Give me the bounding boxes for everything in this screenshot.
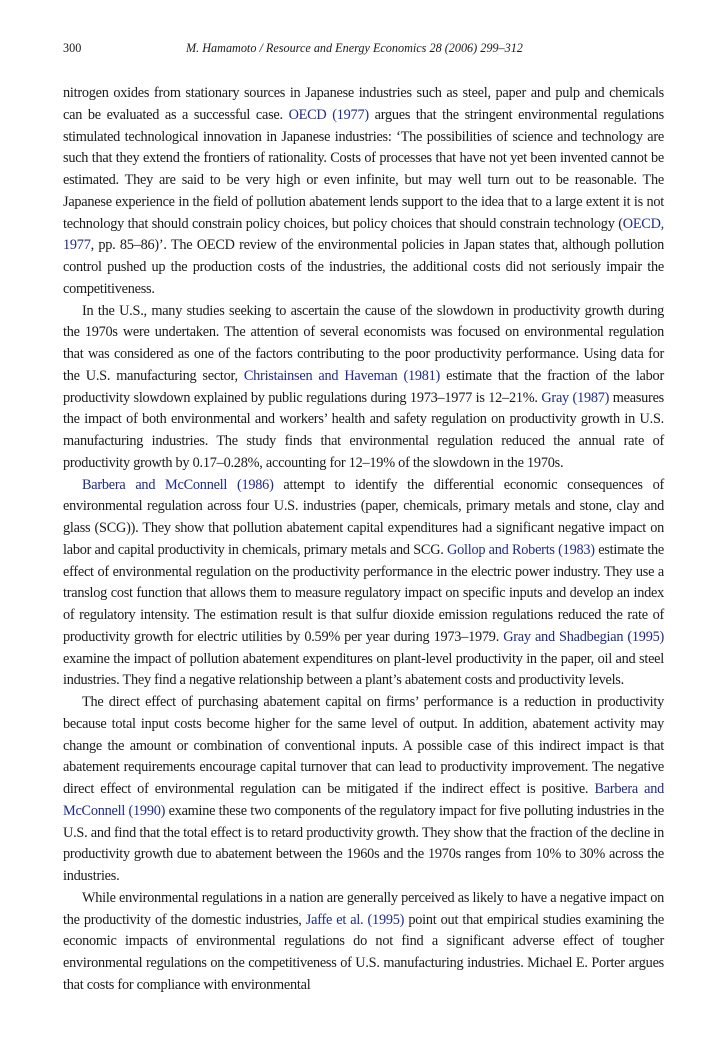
running-header [63, 38, 664, 58]
document-page [63, 38, 664, 997]
citation-link[interactable]: OECD, 1977 [63, 215, 664, 254]
citation-link[interactable]: Jaffe et al. (1995) [305, 911, 405, 928]
paragraph-text: examine the impact of pollution abatement expenditures on plant-level productivity in the paper, oil and steel industries. They find a negative relationship between a plant’s abatement costs and productivity levels. [63, 650, 664, 689]
citation-link[interactable]: Christainsen and Haveman (1981) [243, 367, 441, 384]
paragraph-text: The direct effect of purchasing abatement capital on firms’ performance is a reduction in productivity because total input costs become higher for the same level of output. In addition, abatement activity may change the amount or combination of conventional inputs. A possible case of this indirect impact is that abatement requirements encourage capital turnover that can lead to productivity improvement. The negative direct effect of environmental regulation can be mitigated if the indirect effect is positive. [63, 694, 664, 797]
paragraph [63, 301, 664, 475]
paragraph-text: attempt to identify the differential economic consequences of environmental regulation across four U.S. industries (paper, chemicals, primary metals and stone, clay and glass (SCG)). They show that pollution abatement capital expenditures had a significant negative impact on labor and capital productivity in chemicals, primary metals and SCG. [63, 476, 664, 558]
paragraph [63, 692, 664, 888]
citation-link[interactable]: Barbera and McConnell (1986) [82, 476, 274, 493]
paragraph-text: , pp. 85–86)’. The OECD review of the environmental policies in Japan states that, although pollution control pushed up the production costs of the industries, the additional costs did not seriously impair the competitiveness. [63, 237, 664, 297]
citation-link[interactable]: Gray and Shadbegian (1995) [503, 628, 665, 645]
paragraph-text: While environmental regulations in a nation are generally perceived as likely to have a negative impact on the productivity of the domestic industries, [63, 889, 664, 928]
citation-link[interactable]: Gray (1987) [541, 389, 610, 406]
paragraph [63, 83, 664, 301]
paragraph-text: point out that empirical studies examining the economic impacts of environmental regulations do not find a significant adverse effect of tougher environmental regulations on the competitiveness of U.S. manufacturing industries. Michael E. Porter argues that costs for compliance with environmental [63, 911, 664, 993]
paragraph-text: examine these two components of the regulatory impact for five polluting industries in the U.S. and find that the total effect is to retard productivity growth. They show that the fraction of the decline in productivity growth due to abatement between the 1960s and the 1970s ranges from 10% to 30% across the industries. [63, 802, 664, 884]
paragraph [63, 888, 664, 997]
paragraph-text: estimate the effect of environmental regulation on the productivity performance in the electric power industry. They use a translog cost function that allows them to measure regulatory impact on specific inputs and develop an index of regulatory intensity. The estimation result is that sulfur dioxide emission regulations reduced the rate of productivity growth for electric utilities by 0.59% per year during 1973–1979. [63, 541, 664, 645]
journal-running-title: M. Hamamoto / Resource and Energy Economics 28 (2006) 299–312 [186, 41, 523, 55]
page-number: 300 [63, 41, 82, 55]
citation-link[interactable]: Gollop and Roberts (1983) [447, 541, 595, 558]
body-text [63, 83, 664, 997]
paragraph-text: argues that the stringent environmental regulations stimulated technological innovation in Japanese industries: ‘The possibilities of science and technology are such that they extend the frontiers of rationality. Costs of processes that have not yet been invented cannot be estimated. They are said to be very high or even infinite, but may well turn out to be reasonable. The Japanese experience in the field of pollution abatement lends support to the idea that to a large extent it is not technology that should constrain policy choices, but policy choices that should constrain technology ( [63, 106, 664, 232]
paragraph [63, 475, 664, 693]
paragraph-text: nitrogen oxides from stationary sources in Japanese industries such as steel, paper and pulp and chemicals can be evaluated as a successful case. [63, 85, 664, 123]
paragraph-text: In the U.S., many studies seeking to ascertain the cause of the slowdown in productivity growth during the 1970s were undertaken. The attention of several economists was focused on environmental regulation that was considered as one of the factors contributing to the poor productivity performance. Using data for the U.S. manufacturing sector, [63, 302, 664, 384]
citation-link[interactable]: OECD (1977) [288, 106, 369, 123]
paragraph-text: measures the impact of both environmental and workers’ health and safety regulation on productivity growth in U.S. manufacturing industries. The study finds that environmental regulation reduced the annual rate of productivity growth by 0.17–0.28%, accounting for 12–19% of the slowdown in the 1970s. [63, 389, 664, 471]
paragraph-text: estimate that the fraction of the labor productivity slowdown explained by public regulations during 1973–1977 is 12–21%. [63, 367, 664, 406]
citation-link[interactable]: Barbera and McConnell (1990) [63, 781, 665, 819]
